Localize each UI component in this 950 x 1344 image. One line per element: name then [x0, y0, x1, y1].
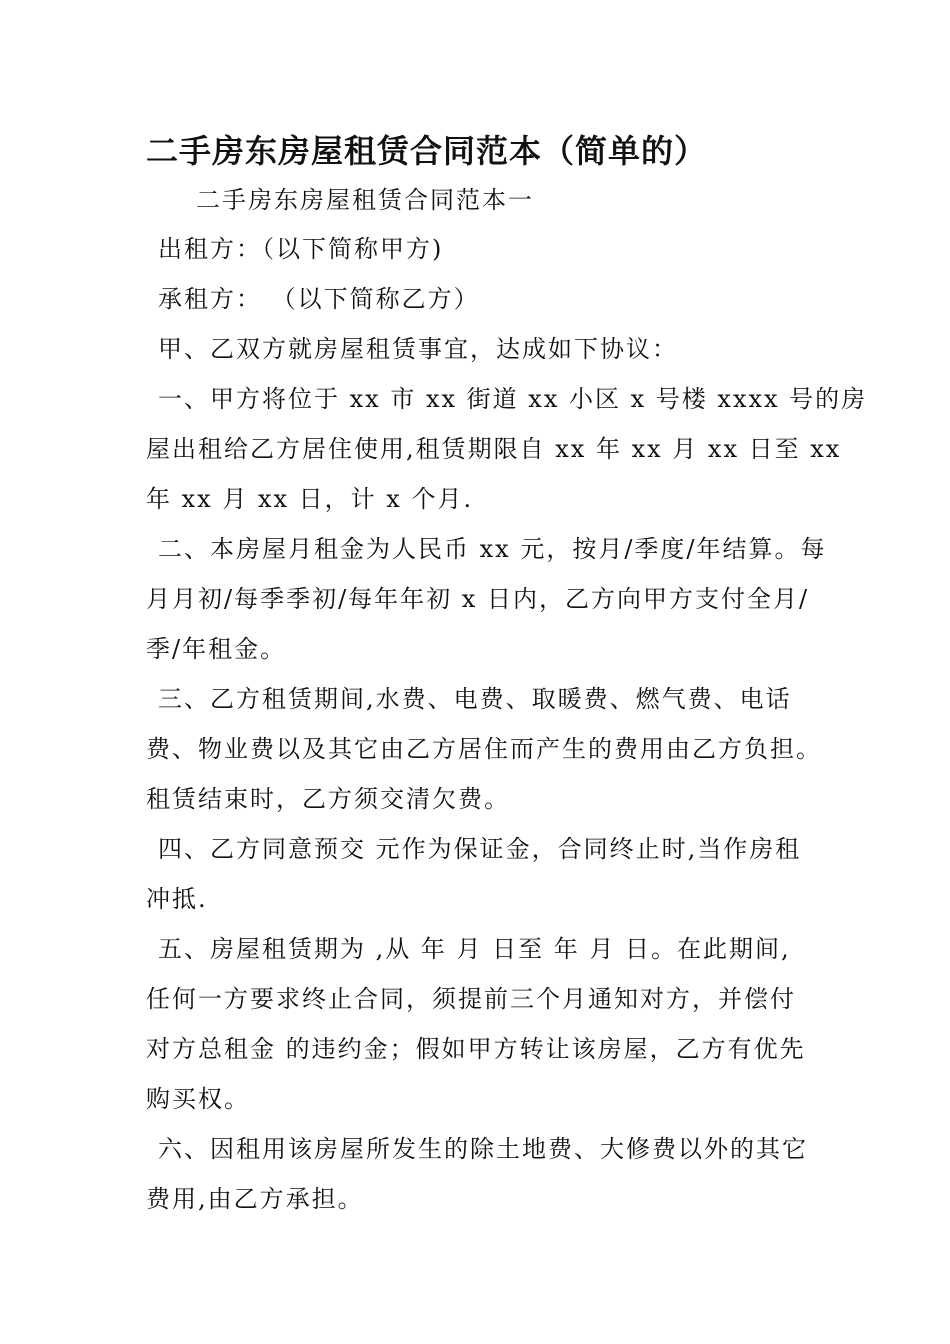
clause-4-line-2: 冲抵.: [146, 885, 208, 913]
document-subtitle: 二手房东房屋租赁合同范本一: [196, 186, 534, 214]
clause-5-line-2: 任何一方要求终止合同，须提前三个月通知对方，并偿付: [146, 985, 796, 1013]
clause-1-line-1: 一、甲方将位于 xx 市 xx 街道 xx 小区 x 号楼 xxxx 号的房: [158, 385, 868, 413]
clause-3-line-2: 费、物业费以及其它由乙方居住而产生的费用由乙方负担。: [146, 735, 822, 763]
clause-6-line-1: 六、因租用该房屋所发生的除土地费、大修费以外的其它: [158, 1135, 808, 1163]
lessee-line: 承租方： （以下简称乙方）: [158, 285, 480, 313]
clause-2-line-3: 季/年租金。: [146, 635, 287, 663]
document-title: 二手房东房屋租赁合同范本（简单的）: [146, 132, 708, 170]
clause-5-line-4: 购买权。: [146, 1085, 250, 1113]
clause-3-line-3: 租赁结束时，乙方须交清欠费。: [146, 785, 510, 813]
clause-1-line-3: 年 xx 月 xx 日，计 x 个月.: [146, 485, 474, 513]
lessor-line: 出租方：（以下简称甲方): [158, 235, 444, 263]
clause-3-line-1: 三、乙方租赁期间,水费、电费、取暖费、燃气费、电话: [158, 685, 792, 713]
clause-2-line-2: 月月初/每季季初/每年年初 x 日内，乙方向甲方支付全月/: [146, 585, 810, 613]
clause-1-line-2: 屋出租给乙方居住使用,租赁期限自 xx 年 xx 月 xx 日至 xx: [146, 435, 842, 463]
clause-5-line-1: 五、房屋租赁期为 ,从 年 月 日至 年 月 日。在此期间,: [158, 935, 791, 963]
clause-5-line-3: 对方总租金 的违约金；假如甲方转让该房屋，乙方有优先: [146, 1035, 806, 1063]
clause-2-line-1: 二、本房屋月租金为人民币 xx 元，按月/季度/年结算。每: [158, 535, 827, 563]
clause-4-line-1: 四、乙方同意预交 元作为保证金，合同终止时,当作房租: [158, 835, 802, 863]
preamble-line: 甲、乙双方就房屋租赁事宜，达成如下协议：: [158, 335, 678, 363]
clause-6-line-2: 费用,由乙方承担。: [146, 1185, 364, 1213]
